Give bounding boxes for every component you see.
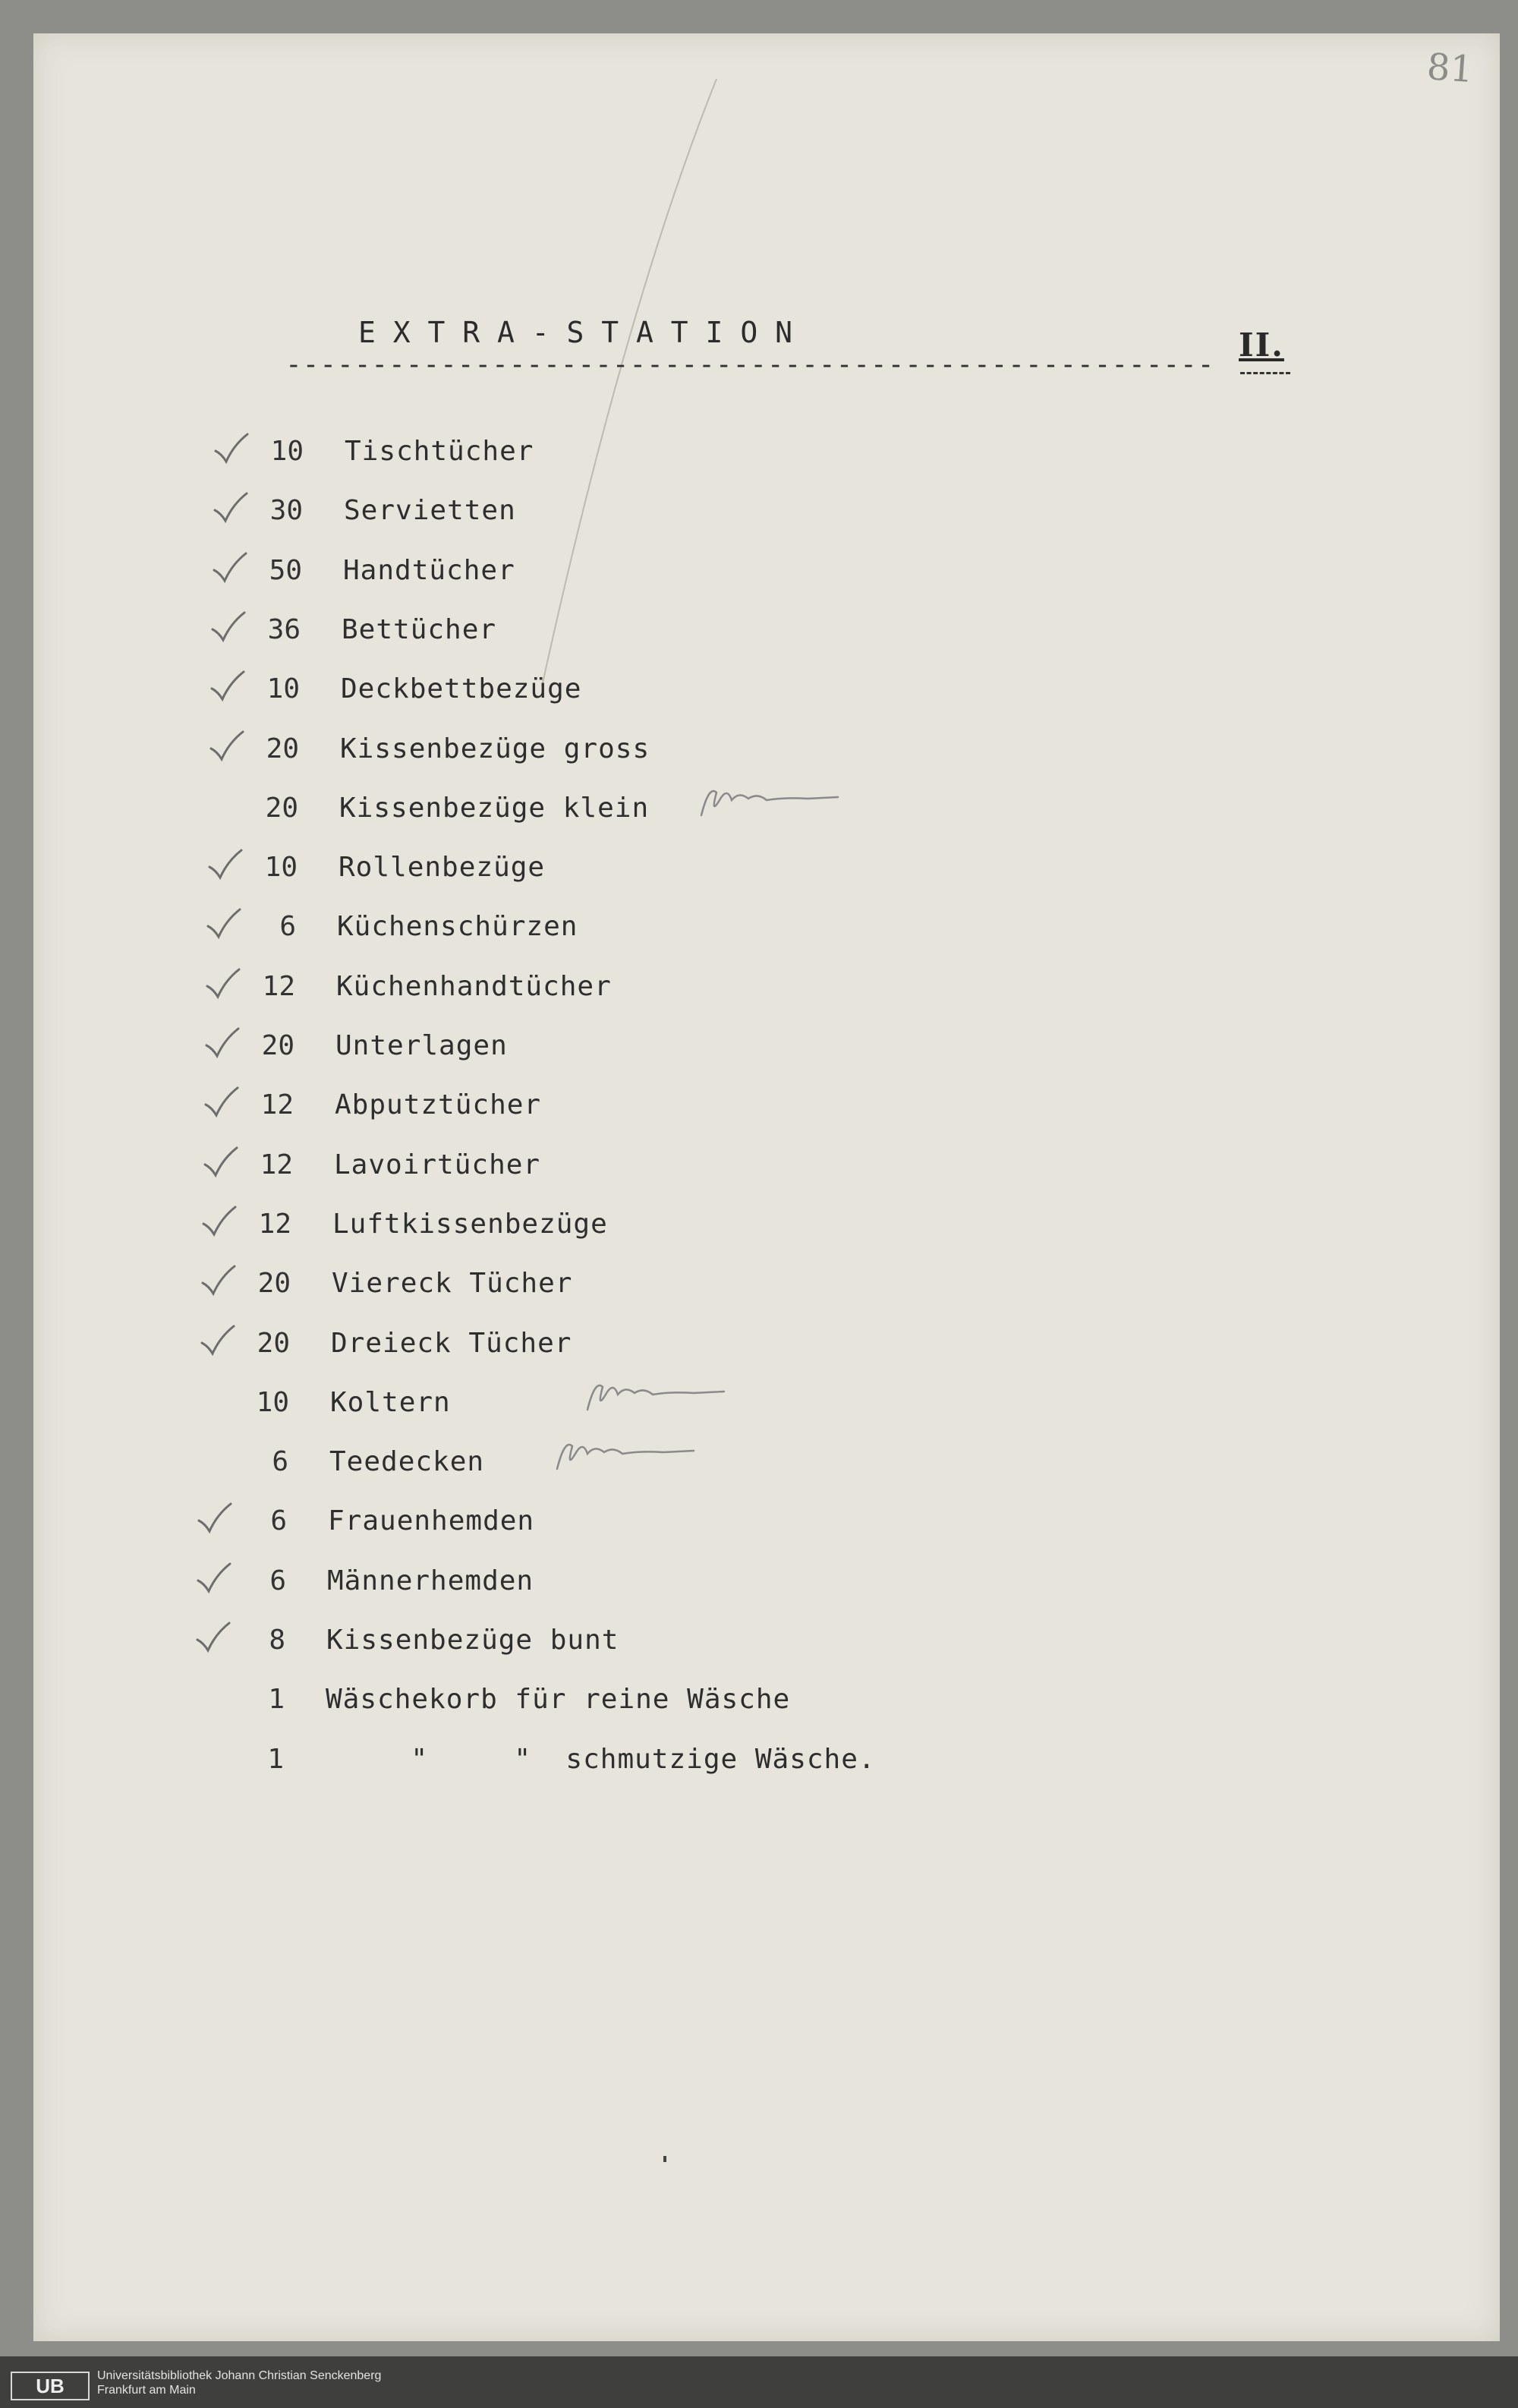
item-quantity: 12	[258, 1209, 291, 1240]
item-name: " " schmutzige Wäsche.	[325, 1744, 876, 1775]
item-quantity: 20	[261, 1030, 294, 1061]
title-underline: ------------------------------------------------------	[285, 349, 1215, 380]
item-name: Wäschekorb für reine Wäsche	[326, 1684, 791, 1715]
item-name: Tischtücher	[345, 436, 534, 467]
item-quantity: 6	[272, 1446, 288, 1477]
item-quantity: 8	[269, 1625, 285, 1656]
item-name: Rollenbezüge	[339, 852, 546, 883]
item-quantity: 6	[270, 1505, 287, 1537]
page-number: 81	[1425, 45, 1475, 92]
item-name: Teedecken	[329, 1446, 485, 1477]
item-name: Bettücher	[342, 614, 497, 645]
item-name: Viereck Tücher	[332, 1268, 573, 1299]
item-name: Küchenhandtücher	[336, 971, 612, 1002]
item-name: Koltern	[330, 1387, 451, 1418]
item-name: Handtücher	[343, 555, 515, 586]
item-quantity: 1	[267, 1744, 284, 1775]
item-quantity: 1	[268, 1684, 285, 1715]
footer-line-city: Frankfurt am Main	[97, 2384, 196, 2397]
handwritten-note	[580, 1372, 732, 1428]
item-name: Lavoirtücher	[334, 1149, 541, 1180]
document-page	[33, 33, 1500, 2341]
item-quantity: 12	[262, 971, 295, 1002]
item-quantity: 10	[270, 436, 304, 467]
item-quantity: 6	[269, 1565, 286, 1596]
item-name: Deckbettbezüge	[341, 673, 582, 704]
item-quantity: 20	[266, 733, 299, 764]
item-quantity: 10	[256, 1387, 289, 1418]
item-quantity: 20	[257, 1328, 290, 1359]
item-quantity: 36	[267, 614, 301, 645]
item-name: Dreieck Tücher	[331, 1328, 572, 1359]
ink-dot	[663, 2156, 666, 2162]
footer-text	[97, 2369, 381, 2397]
footer-bar	[0, 2356, 1518, 2408]
item-quantity: 12	[260, 1149, 293, 1180]
item-name: Küchenschürzen	[337, 911, 578, 942]
page-title: E X T R A - S T A T I O N	[358, 316, 792, 349]
item-name: Luftkissenbezüge	[332, 1209, 608, 1240]
paper-fold-line	[534, 79, 724, 686]
item-name: Kissenbezüge klein	[339, 793, 650, 824]
handwritten-note	[694, 777, 846, 834]
item-quantity: 10	[266, 673, 300, 704]
item-name: Kissenbezüge gross	[340, 733, 650, 764]
item-quantity: 20	[265, 793, 298, 824]
item-quantity: 12	[260, 1089, 294, 1120]
item-name: Unterlagen	[335, 1030, 508, 1061]
item-quantity: 6	[279, 911, 296, 942]
item-name: Abputztücher	[335, 1089, 542, 1120]
station-number: II.	[1239, 326, 1284, 364]
item-name: Servietten	[344, 495, 516, 526]
footer-line-institution: Universitätsbibliothek Johann Christian Senckenberg	[97, 2369, 382, 2382]
item-quantity: 50	[269, 555, 302, 586]
item-name: Männerhemden	[327, 1565, 534, 1596]
handwritten-note	[550, 1431, 701, 1487]
item-name: Frauenhemden	[328, 1505, 535, 1537]
item-quantity: 10	[264, 852, 298, 883]
item-quantity: 20	[257, 1268, 291, 1299]
item-name: Kissenbezüge bunt	[326, 1625, 619, 1656]
station-number-underline	[1240, 372, 1290, 374]
ub-logo: UB	[11, 2372, 90, 2400]
item-quantity: 30	[269, 495, 303, 526]
